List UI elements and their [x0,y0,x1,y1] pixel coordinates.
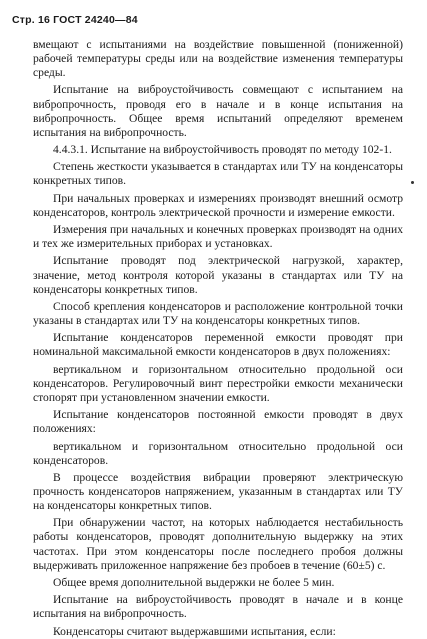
paragraph: Испытание конденсаторов переменной емкости проводят при номинальной максимальной емкости конденсаторов в двух положениях: [33,331,403,359]
page-header: Стр. 16 ГОСТ 24240—84 [12,14,138,26]
paragraph: Измерения при начальных и конечных проверках производят на одних и тех же измерительных приборах и установках. [33,223,403,251]
paragraph: вертикальном и горизонтальном относительно продольной оси конденсаторов. [33,439,403,467]
paragraph: Степень жесткости указывается в стандартах или ТУ на конденсаторы конкретных типов. [33,160,403,188]
paragraph: Испытание на виброустойчивость проводят в начале и в конце испытания на вибропрочность. [33,593,403,621]
paragraph: При начальных проверках и измерениях производят внешний осмотр конденсаторов, контроль электрической прочности и измерение емкости. [33,191,403,219]
paragraph: Общее время дополнительной выдержки не более 5 мин. [53,575,335,589]
margin-dot [411,181,414,184]
paragraph: вертикальном и горизонтальном относительно продольной оси конденсаторов. Регулировочный винт перестройки емкости механически стопорят при установленном значении емкости. [33,362,403,404]
paragraph: Способ крепления конденсаторов и расположение контрольной точки указаны в стандартах или ТУ на конденсаторы конкретных типов. [33,299,403,327]
paragraph: В процессе воздействия вибрации проверяют электрическую прочность конденсаторов напряжением, указанным в стандартах или ТУ на конденсаторы конкретных типов. [33,470,403,513]
paragraph: вмещают с испытаниями на воздействие повышенной (пониженной) рабочей температуры среды или на воздействие изменения температуры среды. [33,38,403,80]
paragraph: 4.4.3.1. Испытание на виброустойчивость проводят по методу 102-1. [53,143,392,157]
paragraph: При обнаружении частот, на которых наблюдается нестабильность работы конденсаторов, проводят дополнительную выдержку на этих частотах. При этом конденсаторы после последнего пробоя должны выдерживать приложенное напряжение без пробоев в течение (60±5) с. [33,516,403,572]
document-body [33,38,403,639]
paragraph: Испытание конденсаторов постоянной емкости проводят в двух положениях: [33,408,403,436]
paragraph: Испытание на виброустойчивость совмещают с испытанием на вибропрочность, проводя его в начале и в конце испытания на вибропрочность. Общее время испытаний определяют временем испытания на вибропрочность. [33,83,403,139]
paragraph: Конденсаторы считают выдержавшими испытания, если: [53,624,336,638]
paragraph: Испытание проводят под электрической нагрузкой, характер, значение, метод контроля которой указаны в стандартах или ТУ на конденсаторы конкретных типов. [33,254,403,296]
